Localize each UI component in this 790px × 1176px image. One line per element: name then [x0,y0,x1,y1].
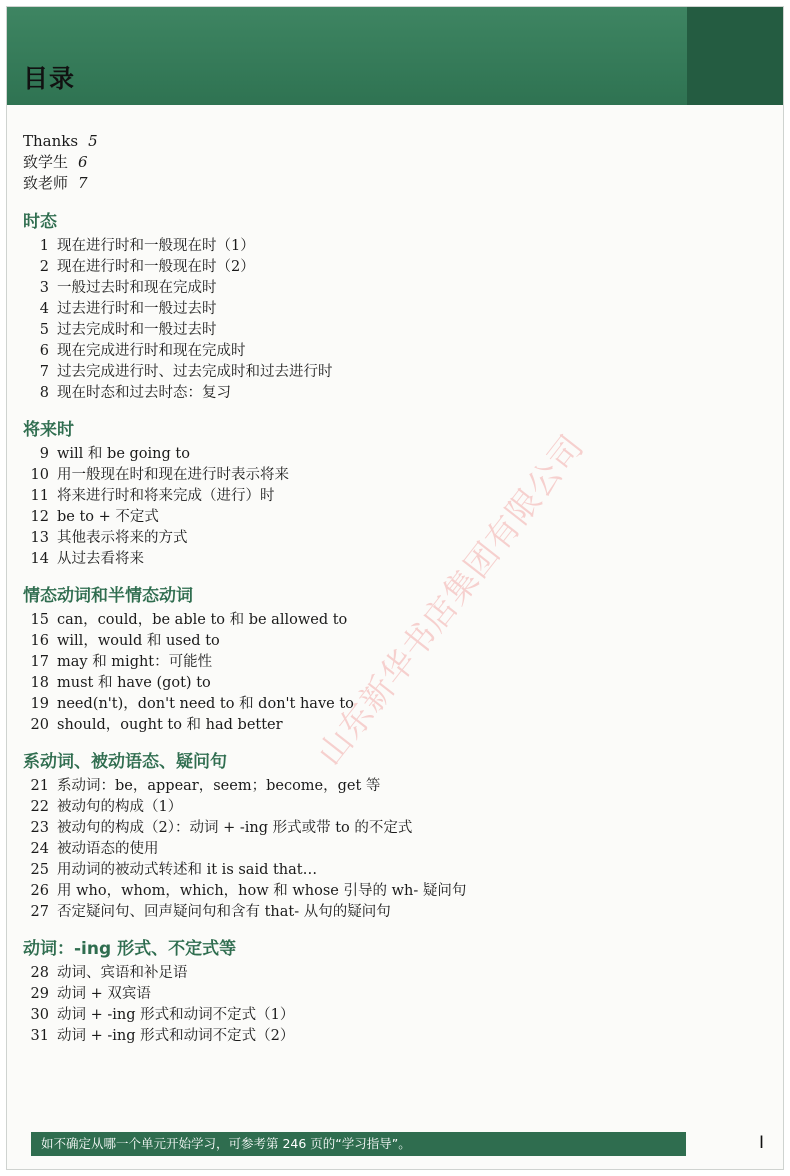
footer-note: 如不确定从哪一个单元开始学习，可参考第 246 页的“学习指导”。 [31,1132,686,1156]
unit-title: need(n't)，don't need to 和 don't have to [57,696,354,712]
header-band [7,7,784,105]
unit-number: 8 [39,385,49,401]
front-matter-page: 7 [78,174,88,192]
unit-number: 30 [30,1007,49,1023]
toc-entry [23,776,723,797]
toc-entry [23,860,723,881]
unit-number: 5 [39,322,49,338]
unit-title: must 和 have (got) to [57,675,211,691]
unit-title: 用 who，whom，which，how 和 whose 引导的 wh- 疑问句 [57,883,467,899]
toc-entry [23,715,723,736]
unit-title: should，ought to 和 had better [57,717,283,733]
unit-title: 一般过去时和现在完成时 [57,280,217,296]
unit-title: 现在进行时和一般现在时（2） [57,259,255,275]
unit-number: 13 [30,530,49,546]
unit-number: 20 [30,717,49,733]
unit-number: 24 [30,841,49,857]
toc-entry [23,963,723,984]
unit-title: 现在完成进行时和现在完成时 [57,343,246,359]
unit-title: 否定疑问句、回声疑问句和含有 that- 从句的疑问句 [57,904,391,920]
watermark: 山东新华书店集团有限公司 [309,426,592,773]
toc-entry [23,1005,723,1026]
unit-number: 29 [30,986,49,1002]
toc-section [23,416,723,570]
unit-number: 4 [39,301,49,317]
unit-number: 10 [30,467,49,483]
sections-list [23,208,723,1047]
unit-number: 25 [30,862,49,878]
unit-title: 系动词：be，appear，seem；become，get 等 [57,778,381,794]
toc-entry [23,341,723,362]
page-number: I [759,1133,765,1153]
section-title: 系动词、被动语态、疑问句 [23,752,227,772]
unit-number: 31 [30,1028,49,1044]
unit-number: 21 [30,778,49,794]
unit-title: 过去完成进行时、过去完成时和过去进行时 [57,364,333,380]
front-matter-list [23,131,723,194]
unit-title: 现在进行时和一般现在时（1） [57,238,255,254]
header-band-light [7,7,687,105]
unit-number: 6 [39,343,49,359]
toc-entry [23,694,723,715]
front-matter-label: 致学生 [23,153,69,171]
unit-title: will 和 be going to [57,446,190,462]
unit-number: 1 [39,238,49,254]
unit-title: 动词、宾语和补足语 [57,965,188,981]
toc-entry [23,383,723,404]
unit-title: 过去进行时和一般过去时 [57,301,217,317]
header-band-dark [687,7,784,105]
front-matter-item [23,131,723,152]
toc-entry [23,549,723,570]
toc-entry [23,652,723,673]
unit-number: 23 [30,820,49,836]
unit-number: 19 [30,696,49,712]
toc-entry [23,528,723,549]
toc-entry [23,902,723,923]
unit-title: 用一般现在时和现在进行时表示将来 [57,467,289,483]
unit-title: will，would 和 used to [57,633,220,649]
unit-number: 7 [39,364,49,380]
unit-number: 27 [30,904,49,920]
unit-title: 用动词的被动式转述和 it is said that… [57,862,318,878]
unit-number: 2 [39,259,49,275]
unit-number: 28 [30,965,49,981]
front-matter-label: Thanks [23,132,79,150]
front-matter-item [23,152,723,173]
front-matter-page: 5 [88,132,98,150]
toc-entry [23,236,723,257]
unit-title: 过去完成时和一般过去时 [57,322,217,338]
unit-title: 将来进行时和将来完成（进行）时 [57,488,275,504]
section-title: 时态 [23,212,57,232]
unit-number: 22 [30,799,49,815]
unit-number: 26 [30,883,49,899]
toc-entry [23,797,723,818]
toc-entry [23,465,723,486]
table-of-contents [23,131,723,1059]
toc-entry [23,486,723,507]
toc-section [23,582,723,736]
unit-number: 11 [30,488,49,504]
unit-title: may 和 might：可能性 [57,654,213,670]
unit-number: 14 [30,551,49,567]
toc-entry [23,610,723,631]
toc-entry [23,444,723,465]
unit-title: 动词 + -ing 形式和动词不定式（1） [57,1007,295,1023]
unit-title: 被动句的构成（1） [57,799,183,815]
unit-number: 17 [30,654,49,670]
page-title: 目录 [23,64,76,93]
front-matter-item [23,173,723,194]
toc-section [23,208,723,404]
unit-number: 3 [39,280,49,296]
unit-title: 现在时态和过去时态：复习 [57,385,231,401]
unit-title: 被动句的构成（2）：动词 + -ing 形式或带 to 的不定式 [57,820,413,836]
book-page [6,6,784,1170]
toc-entry [23,673,723,694]
unit-number: 9 [39,446,49,462]
unit-number: 12 [30,509,49,525]
toc-entry [23,1026,723,1047]
section-title: 动词：-ing 形式、不定式等 [23,939,237,959]
front-matter-page: 6 [78,153,88,171]
section-title: 将来时 [23,420,74,440]
toc-section [23,935,723,1047]
toc-entry [23,881,723,902]
unit-number: 18 [30,675,49,691]
unit-title: be to + 不定式 [57,509,159,525]
toc-entry [23,631,723,652]
toc-entry [23,839,723,860]
toc-entry [23,278,723,299]
toc-entry [23,257,723,278]
toc-entry [23,818,723,839]
unit-title: 动词 + -ing 形式和动词不定式（2） [57,1028,295,1044]
toc-entry [23,299,723,320]
toc-section [23,748,723,923]
toc-entry [23,507,723,528]
unit-number: 16 [30,633,49,649]
unit-title: 其他表示将来的方式 [57,530,188,546]
toc-entry [23,984,723,1005]
unit-title: 动词 + 双宾语 [57,986,151,1002]
unit-number: 15 [30,612,49,628]
toc-entry [23,362,723,383]
front-matter-label: 致老师 [23,174,69,192]
unit-title: 从过去看将来 [57,551,144,567]
section-title: 情态动词和半情态动词 [23,586,193,606]
unit-title: can，could，be able to 和 be allowed to [57,612,348,628]
toc-entry [23,320,723,341]
unit-title: 被动语态的使用 [57,841,159,857]
